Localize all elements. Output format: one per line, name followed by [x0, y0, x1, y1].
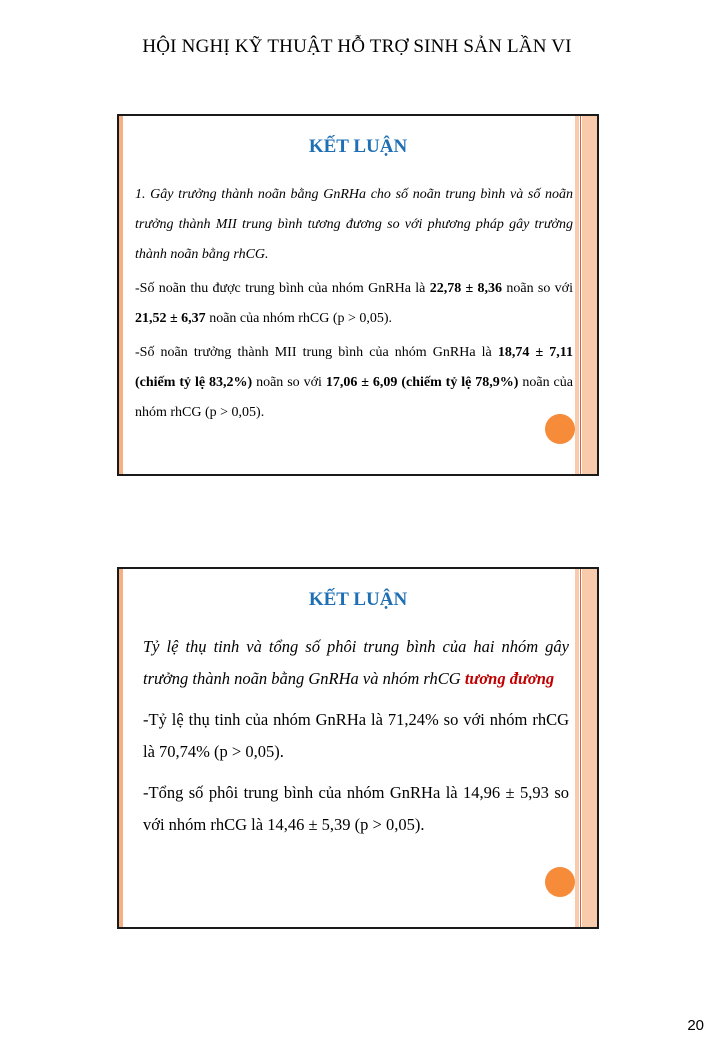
- document-header: HỘI NGHỊ KỸ THUẬT HỖ TRỢ SINH SẢN LẦN VI: [142, 36, 572, 57]
- conclusion-intro: Tỷ lệ thụ tinh và tổng số phôi trung bình của hai nhóm gây trưởng thành noãn bằng GnRHa và nhóm rhCG tương đương: [143, 637, 569, 688]
- slide-body: [135, 180, 573, 428]
- fertilization-rate-paragraph: -Tỷ lệ thụ tinh của nhóm GnRHa là 71,24% so với nhóm rhCG là 70,74% (p > 0,05).: [143, 710, 569, 761]
- slide-right-stripes: [575, 569, 597, 927]
- mii-oocyte-paragraph: -Số noãn trưởng thành MII trung bình của nhóm GnRHa là 18,74 ± 7,11 (chiếm tỷ lệ 83,2%) noãn so với 17,06 ± 6,09 (chiếm tỷ lệ 78,9%) noãn của nhóm rhCG (p > 0,05).: [135, 345, 573, 420]
- slide-conclusion-1: [117, 114, 599, 476]
- orange-circle-icon: [545, 867, 575, 897]
- slide-left-stripe: [119, 116, 123, 474]
- conclusion-point-1: 1. Gây trưởng thành noãn bằng GnRHa cho số noãn trung bình và số noãn trưởng thành MII trung bình tương đương so với phương pháp gây trưởng thành noãn bằng rhCG.: [135, 187, 573, 262]
- slide-title: KẾT LUẬN: [308, 589, 408, 610]
- slide-title: KẾT LUẬN: [308, 136, 408, 157]
- slide-conclusion-2: [117, 567, 599, 929]
- slide-body: [143, 631, 569, 841]
- page-number: 20: [687, 1017, 704, 1034]
- orange-circle-icon: [545, 414, 575, 444]
- slide-right-stripes: [575, 116, 597, 474]
- slide-left-stripe: [119, 569, 123, 927]
- oocyte-count-paragraph: -Số noãn thu được trung bình của nhóm GnRHa là 22,78 ± 8,36 noãn so với 21,52 ± 6,37 noãn của nhóm rhCG (p > 0,05).: [135, 281, 573, 326]
- embryo-count-paragraph: -Tổng số phôi trung bình của nhóm GnRHa là 14,96 ± 5,93 so với nhóm rhCG là 14,46 ± 5,39 (p > 0,05).: [143, 783, 569, 834]
